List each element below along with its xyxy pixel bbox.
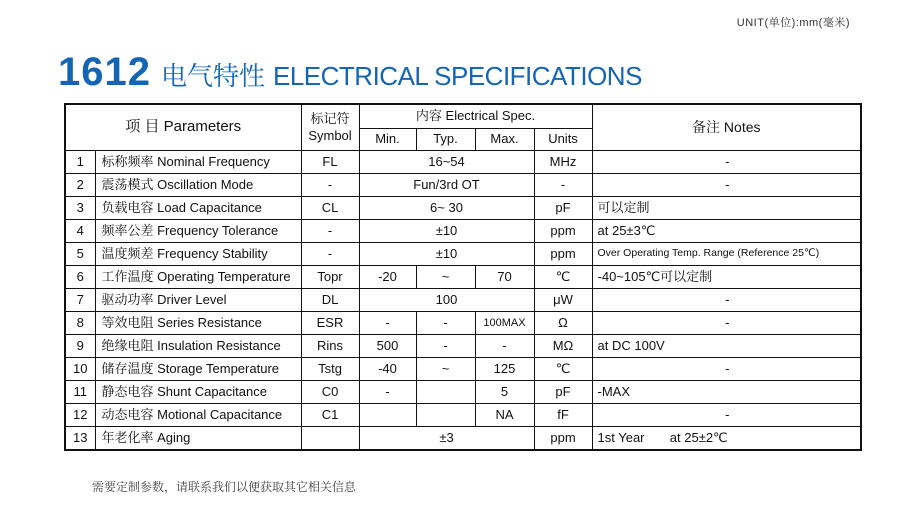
symbol-cell: C1 — [301, 404, 359, 427]
parameter-cell: 标称频率 Nominal Frequency — [95, 151, 301, 174]
spec-value-cell: ±10 — [359, 243, 534, 266]
units-cell: μW — [534, 289, 592, 312]
spec-table — [64, 103, 862, 451]
parameter-cell: 动态电容 Motional Capacitance — [95, 404, 301, 427]
table-row — [65, 266, 861, 289]
symbol-cell: C0 — [301, 381, 359, 404]
notes-cell: -40~105℃可以定制 — [592, 266, 861, 289]
page-title — [58, 50, 642, 96]
typ-cell: ~ — [416, 266, 475, 289]
table-row — [65, 174, 861, 197]
unit-label: UNIT(单位):mm(毫米) — [736, 17, 850, 29]
units-cell: ppm — [534, 220, 592, 243]
table-row — [65, 151, 861, 174]
spec-value-cell: Fun/3rd OT — [359, 174, 534, 197]
footnote: 需要定制参数，请联系我们以便获取其它相关信息 — [92, 480, 357, 494]
row-number: 12 — [65, 404, 95, 427]
units-cell: ℃ — [534, 266, 592, 289]
notes-cell: - — [592, 174, 861, 197]
min-cell: 500 — [359, 335, 416, 358]
header-symbol: 标记符 Symbol — [301, 104, 359, 151]
typ-cell: - — [416, 312, 475, 335]
typ-cell — [416, 381, 475, 404]
max-cell: NA — [475, 404, 534, 427]
notes-cell: 可以定制 — [592, 197, 861, 220]
row-number: 4 — [65, 220, 95, 243]
row-number: 3 — [65, 197, 95, 220]
parameter-cell: 驱动功率 Driver Level — [95, 289, 301, 312]
parameter-cell: 频率公差 Frequency Tolerance — [95, 220, 301, 243]
parameter-cell: 震荡模式 Oscillation Mode — [95, 174, 301, 197]
spec-value-cell: ±3 — [359, 427, 534, 451]
min-cell: - — [359, 381, 416, 404]
notes-cell: at 25±3℃ — [592, 220, 861, 243]
min-cell: - — [359, 312, 416, 335]
notes-cell: - — [592, 312, 861, 335]
min-cell: -40 — [359, 358, 416, 381]
symbol-cell: - — [301, 243, 359, 266]
typ-cell — [416, 404, 475, 427]
notes-cell: - — [592, 358, 861, 381]
max-cell: 100MAX — [475, 312, 534, 335]
parameter-cell: 等效电阻 Series Resistance — [95, 312, 301, 335]
units-cell: ℃ — [534, 358, 592, 381]
notes-cell: -MAX — [592, 381, 861, 404]
symbol-cell: DL — [301, 289, 359, 312]
table-row — [65, 427, 861, 451]
title-cn: 电气特性 — [160, 61, 265, 91]
title-en: ELECTRICAL SPECIFICATIONS — [273, 61, 642, 91]
parameter-cell: 静态电容 Shunt Capacitance — [95, 381, 301, 404]
notes-cell: - — [592, 151, 861, 174]
units-cell: fF — [534, 404, 592, 427]
parameter-cell: 负载电容 Load Capacitance — [95, 197, 301, 220]
symbol-cell: CL — [301, 197, 359, 220]
parameter-cell: 绝缘电阻 Insulation Resistance — [95, 335, 301, 358]
units-cell: ppm — [534, 243, 592, 266]
min-cell — [359, 404, 416, 427]
table-row — [65, 381, 861, 404]
symbol-cell — [301, 427, 359, 451]
table-row — [65, 289, 861, 312]
units-cell: MΩ — [534, 335, 592, 358]
units-cell: - — [534, 174, 592, 197]
typ-cell: ~ — [416, 358, 475, 381]
symbol-cell: Topr — [301, 266, 359, 289]
row-number: 13 — [65, 427, 95, 451]
table-row — [65, 197, 861, 220]
units-cell: Ω — [534, 312, 592, 335]
parameter-cell: 储存温度 Storage Temperature — [95, 358, 301, 381]
table-row — [65, 358, 861, 381]
table-row — [65, 312, 861, 335]
symbol-cell: Rins — [301, 335, 359, 358]
symbol-cell: - — [301, 220, 359, 243]
max-cell: 70 — [475, 266, 534, 289]
parameter-cell: 工作温度 Operating Temperature — [95, 266, 301, 289]
row-number: 8 — [65, 312, 95, 335]
spec-value-cell: ±10 — [359, 220, 534, 243]
spec-value-cell: 100 — [359, 289, 534, 312]
header-max: Max. — [475, 129, 534, 151]
header-row-1 — [65, 104, 861, 129]
spec-value-cell: 6~ 30 — [359, 197, 534, 220]
table-row — [65, 404, 861, 427]
parameter-cell: 温度频差 Frequency Stability — [95, 243, 301, 266]
typ-cell: - — [416, 335, 475, 358]
notes-cell: Over Operating Temp. Range (Reference 25℃) — [592, 243, 861, 266]
max-cell: - — [475, 335, 534, 358]
max-cell: 5 — [475, 381, 534, 404]
units-cell: pF — [534, 381, 592, 404]
units-cell: ppm — [534, 427, 592, 451]
parameter-cell: 年老化率 Aging — [95, 427, 301, 451]
model-number: 1612 — [58, 50, 151, 94]
max-cell: 125 — [475, 358, 534, 381]
row-number: 5 — [65, 243, 95, 266]
row-number: 1 — [65, 151, 95, 174]
table-row — [65, 220, 861, 243]
notes-cell: - — [592, 289, 861, 312]
units-cell: pF — [534, 197, 592, 220]
notes-cell: - — [592, 404, 861, 427]
symbol-cell: Tstg — [301, 358, 359, 381]
row-number: 2 — [65, 174, 95, 197]
header-spec: 内容 Electrical Spec. — [359, 104, 592, 129]
header-min: Min. — [359, 129, 416, 151]
table-row — [65, 335, 861, 358]
row-number: 10 — [65, 358, 95, 381]
symbol-cell: ESR — [301, 312, 359, 335]
notes-cell: at DC 100V — [592, 335, 861, 358]
row-number: 11 — [65, 381, 95, 404]
table-row — [65, 243, 861, 266]
symbol-cell: FL — [301, 151, 359, 174]
row-number: 7 — [65, 289, 95, 312]
units-cell: MHz — [534, 151, 592, 174]
notes-cell: 1st Year at 25±2℃ — [592, 427, 861, 451]
header-units: Units — [534, 129, 592, 151]
header-notes: 备注 Notes — [592, 104, 861, 151]
header-parameters: 项 目 Parameters — [65, 104, 301, 151]
spec-value-cell: 16~54 — [359, 151, 534, 174]
row-number: 9 — [65, 335, 95, 358]
row-number: 6 — [65, 266, 95, 289]
min-cell: -20 — [359, 266, 416, 289]
symbol-cell: - — [301, 174, 359, 197]
header-typ: Typ. — [416, 129, 475, 151]
